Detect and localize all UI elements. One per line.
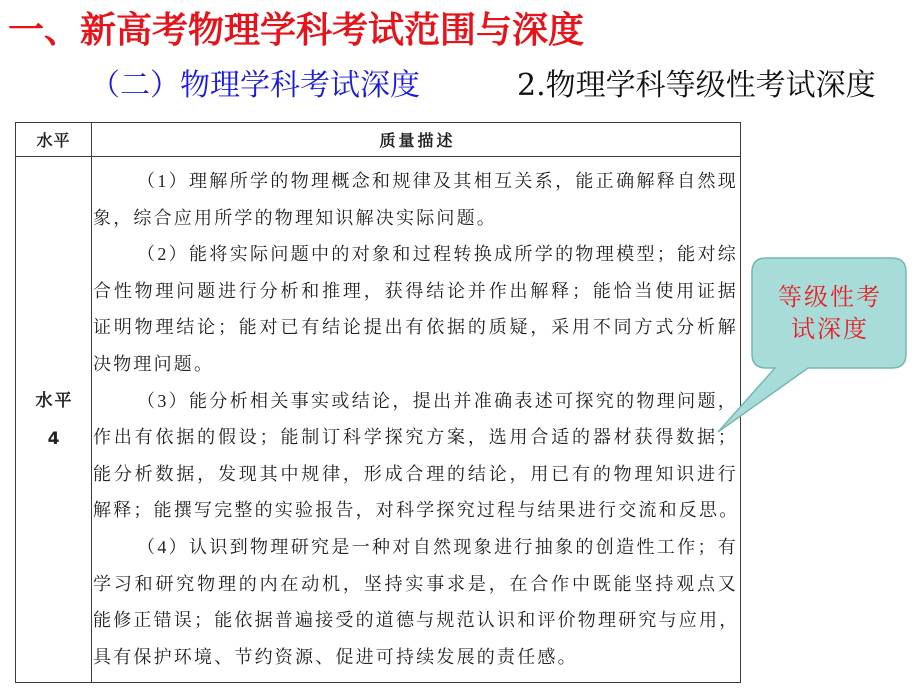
quality-item-3	[93, 383, 740, 529]
section-heading: （二）物理学科考试深度	[90, 68, 420, 103]
level-label: 水平	[35, 390, 74, 411]
paragraph-line: 作出有依据的假设；能制订科学探究方案，选用合适的器材获得数据；	[93, 427, 738, 448]
paragraph-line: 决物理问题。	[93, 353, 215, 374]
paragraph-line: 解释；能撰写完整的实验报告，对科学探究过程与结果进行交流和反思。	[93, 500, 740, 521]
paragraph-line: 能分析数据，发现其中规律，形成合理的结论，用已有的物理知识进行	[93, 463, 738, 484]
callout-text: 等级性考试深度	[778, 283, 882, 343]
paragraph-line: 学习和研究物理的内在动机，坚持实事求是，在合作中既能坚持观点又	[93, 573, 738, 594]
slide-title: 一、新高考物理学科考试范围与深度	[8, 9, 585, 51]
quality-item-1	[93, 163, 740, 236]
quality-item-4	[93, 529, 740, 675]
description-cell	[92, 157, 740, 682]
paragraph-line: （1）理解所学的物理概念和规律及其相互关系，能正确解释自然现	[137, 171, 738, 191]
paragraph-line: 合性物理问题进行分析和推理，获得结论并作出解释；能恰当使用证据	[93, 280, 738, 301]
level-value: 4	[47, 428, 60, 449]
paragraph-line: 证明物理结论；能对已有结论提出有依据的质疑，采用不同方式分析解	[93, 317, 738, 338]
table-header-level: 水平	[16, 123, 92, 157]
quality-item-2	[93, 236, 740, 382]
paragraph-line: （4）认识到物理研究是一种对自然现象进行抽象的创造性工作；有	[137, 536, 738, 557]
table-header-description: 质量描述	[92, 123, 740, 157]
paragraph-line: 具有保护环境、节约资源、促进可持续发展的责任感。	[93, 646, 578, 667]
quality-table	[15, 122, 741, 683]
callout-text-box	[752, 258, 906, 368]
paragraph-line: （3）能分析相关事实或结论，提出并准确表述可探究的物理问题，	[137, 390, 738, 411]
level-cell	[16, 157, 92, 682]
paragraph-line: 象，综合应用所学的物理知识解决实际问题。	[93, 207, 497, 228]
paragraph-line: 能修正错误；能依据普遍接受的道德与规范认识和评价物理研究与应用，	[93, 610, 740, 631]
paragraph-line: （2）能将实际问题中的对象和过程转换成所学的物理模型；能对综	[137, 244, 738, 265]
topic-heading: 2.物理学科等级性考试深度	[517, 68, 876, 103]
